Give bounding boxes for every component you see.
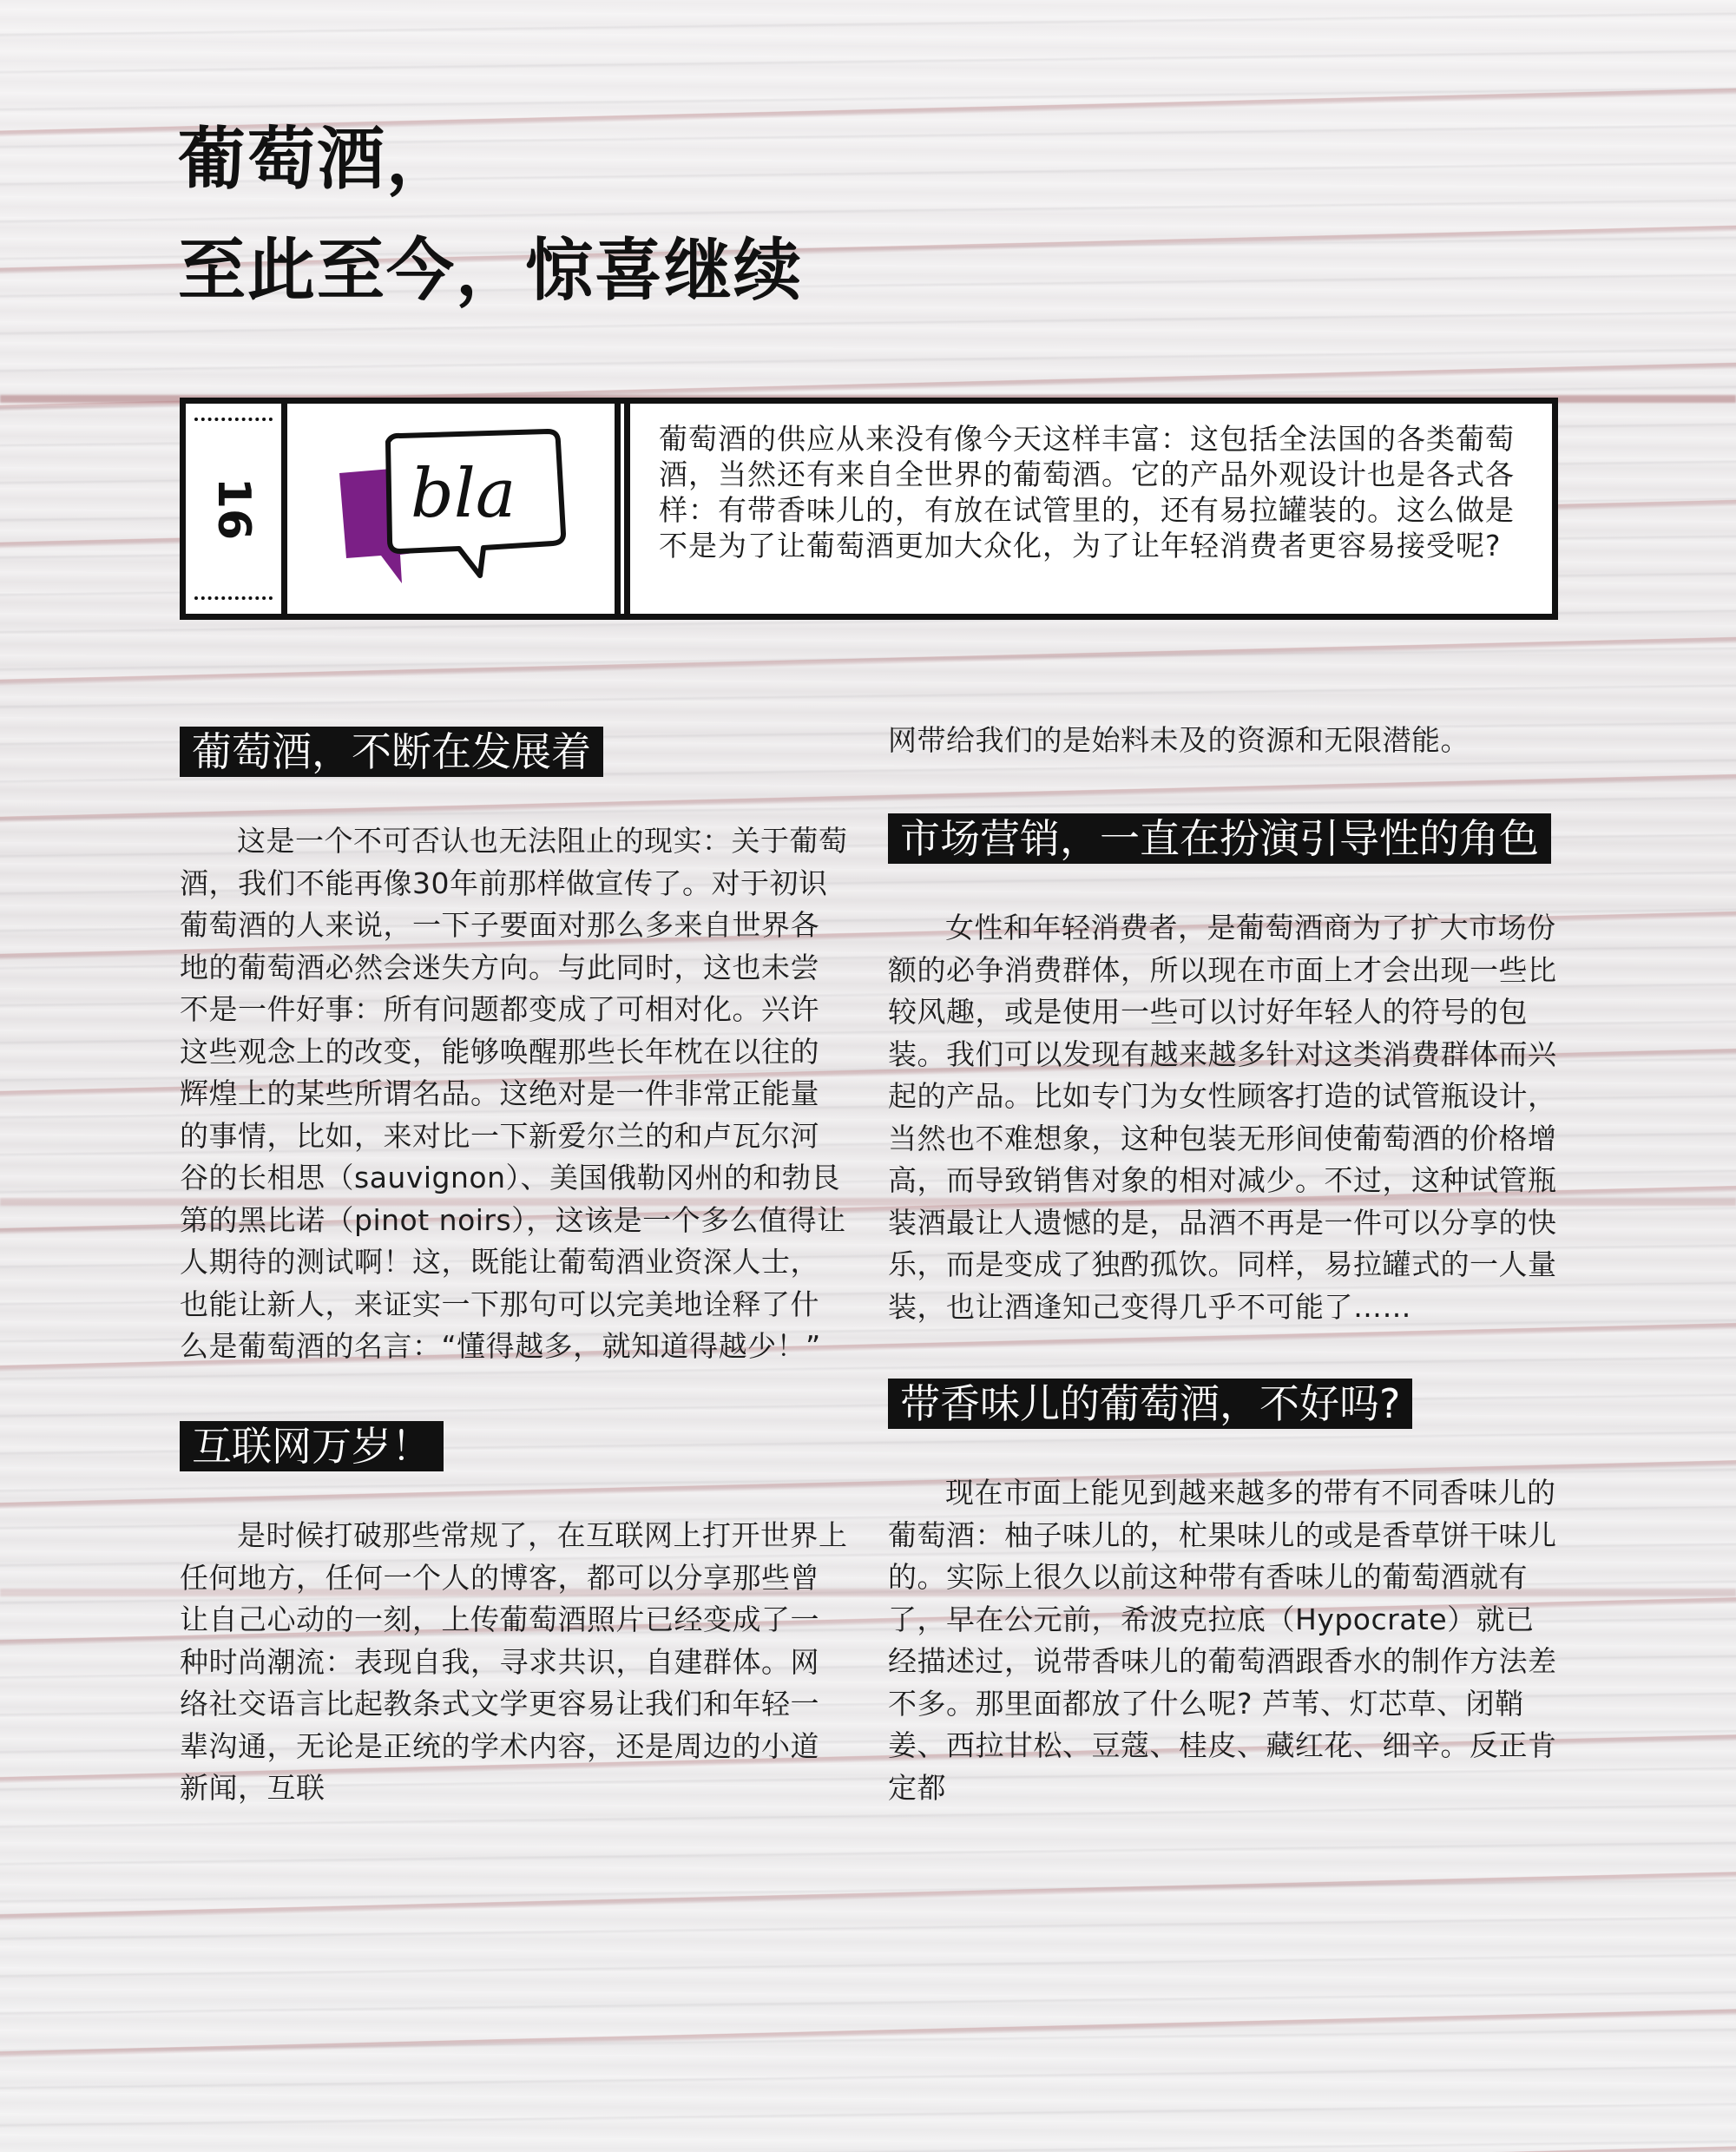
bla-logo bbox=[287, 404, 615, 614]
section-body-wine-evolving: 这是一个不可否认也无法阻止的现实：关于葡萄酒，我们不能再像30年前那样做宣传了。对于初识葡萄酒的人来说，一下子要面对那么多来自世界各地的葡萄酒必然会迷失方向。与此同时，这也未尝不是一件好事：所有问题都变成了可相对化。兴许这些观念上的改变，能够唤醒那些长年枕在以往的辉煌上的某些所谓名品。这绝对是一件非常正能量的事情，比如，来对比一下新爱尔兰的和卢瓦尔河谷的长相思（sauvignon）、美国俄勒冈州的和勃艮第的黑比诺（pinot noirs），这该是一个多么值得让人期待的测试啊！这，既能让葡萄酒业资深人士，也能让新人，来证实一下那句可以完美地诠释了什么是葡萄酒的名言：“懂得越多，就知道得越少！” bbox=[180, 824, 848, 1363]
section-body-marketing: 女性和年轻消费者，是葡萄酒商为了扩大市场份额的必争消费群体，所以现在市面上才会出现一些比较风趣，或是使用一些可以讨好年轻人的符号的包装。我们可以发现有越来越多针对这类消费群体而兴起的产品。比如专门为女性顾客打造的试管瓶设计，当然也不难想象，这种包装无形间使葡萄酒的价格增高，而导致销售对象的相对减少。不过，这种试管瓶装酒最让人遗憾的是，品酒不再是一件可以分享的快乐，而是变成了独酌孤饮。同样，易拉罐式的一人量装，也让酒逢知己变得几乎不可能了…… bbox=[888, 911, 1557, 1324]
section-body-flavored-wine: 现在市面上能见到越来越多的带有不同香味儿的葡萄酒：柚子味儿的，杧果味儿的或是香草饼干味儿的。实际上很久以前这种带有香味儿的葡萄酒就有了，早在公元前，希波克拉底（Hypocrate）就已经描述过，说带香味儿的葡萄酒跟香水的制作方法差不多。那里面都放了什么呢? 芦苇、灯芯草、闭鞘姜、西拉甘松、豆蔻、桂皮、藏红花、细辛。反正肯定都 bbox=[888, 1476, 1557, 1805]
title-line-2: 至此至今，惊喜继续 bbox=[178, 232, 804, 310]
section-body-internet-continued: 网带给我们的是始料未及的资源和无限潜能。 bbox=[888, 723, 1470, 757]
bla-logo-text: bla bbox=[411, 455, 516, 533]
intro-paragraph: 葡萄酒的供应从来没有像今天这样丰富：这包括全法国的各类葡萄酒，当然还有来自全世界的葡萄酒。它的产品外观设计也是各式各样：有带香味儿的，有放在试管里的，还有易拉罐装的。这么做是不是为了让葡萄酒更加大众化，为了让年轻消费者更容易接受呢? bbox=[659, 422, 1515, 563]
page-number: 16 bbox=[207, 477, 260, 541]
page-number-panel bbox=[186, 404, 287, 614]
intro-box bbox=[180, 398, 1558, 620]
section-heading-wine-evolving: 葡萄酒，不断在发展着 bbox=[180, 727, 603, 777]
speech-bubble-icon bbox=[320, 423, 581, 596]
section-body-internet: 是时候打破那些常规了，在互联网上打开世界上任何地方，任何一个人的博客，都可以分享那些曾让自己心动的一刻，上传葡萄酒照片已经变成了一种时尚潮流：表现自我，寻求共识，自建群体。网络社交语言比起教条式文学更容易让我们和年轻一辈沟通，无论是正统的学术内容，还是周边的小道新闻，互联 bbox=[180, 1518, 848, 1805]
section-heading-internet: 互联网万岁！ bbox=[180, 1421, 444, 1471]
section-heading-marketing: 市场营销，一直在扮演引导性的角色 bbox=[888, 813, 1551, 864]
page-title bbox=[178, 104, 803, 326]
dotted-rule bbox=[194, 596, 273, 600]
double-rule bbox=[615, 404, 630, 614]
title-line-1: 葡萄酒， bbox=[178, 121, 457, 199]
dotted-rule bbox=[194, 418, 273, 421]
section-heading-flavored-wine: 带香味儿的葡萄酒，不好吗? bbox=[888, 1379, 1412, 1429]
